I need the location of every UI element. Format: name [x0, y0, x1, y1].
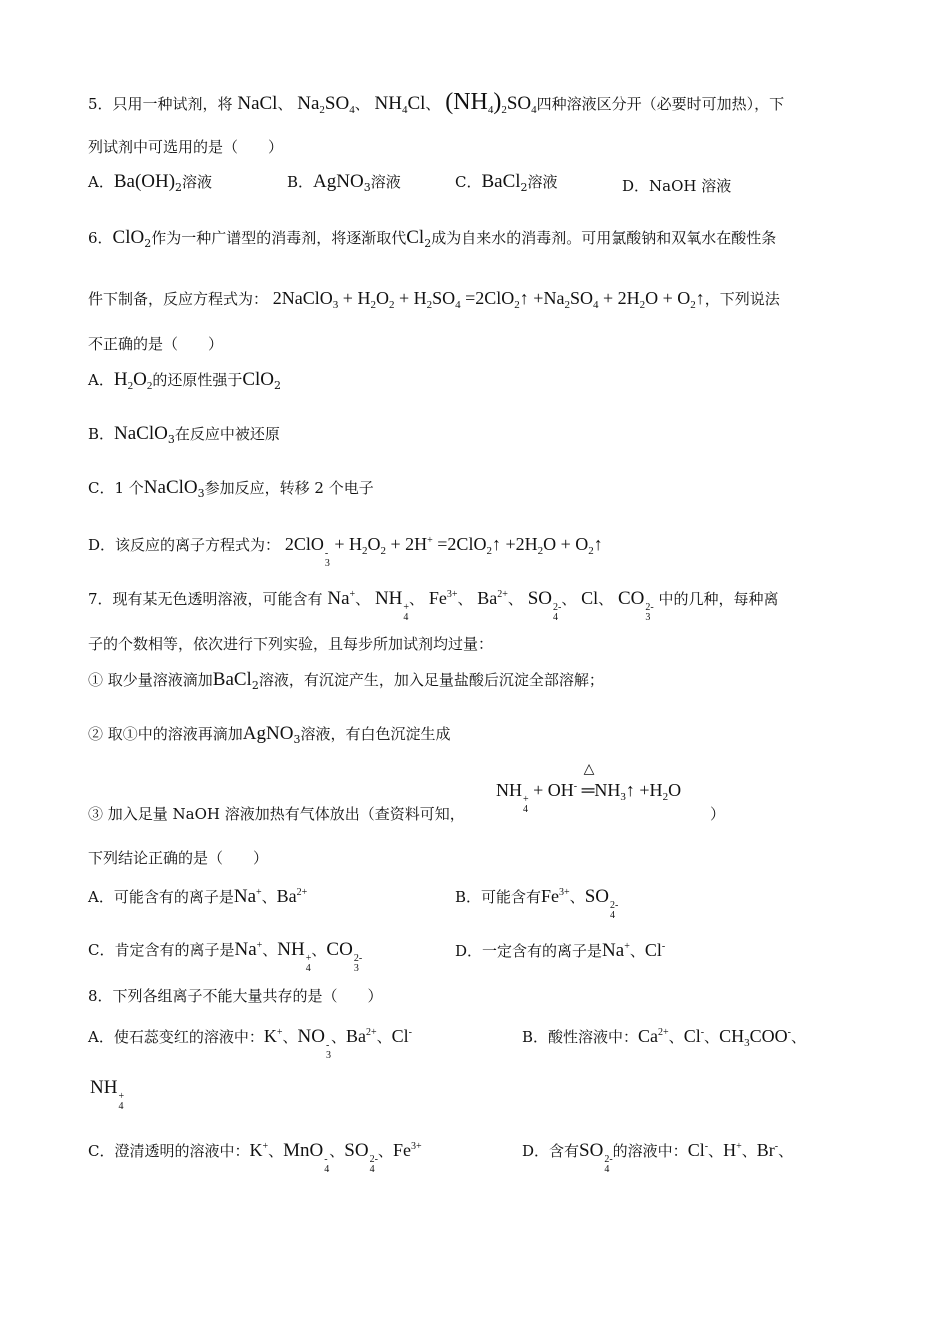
q8-option-b: B．酸性溶液中：$Ca^{2+}$、Cl-、$CH_3COO^-$、	[522, 1026, 806, 1049]
q6-line1: 6．ClO$_2$作为一种广谱型的消毒剂，将逐渐取代$Cl_2$成为自来水的消毒剂。可用氯酸钠和双氧水在酸性条	[88, 227, 777, 250]
q7-line1: 7．现有某无色透明溶液，可能含有 Na+、 NH + 4 、 $Fe^{3+}$、 $Ba^{2+}$、 SO 2- 4 、 Cl、 CO 2- 3 中的几种，每种离	[88, 588, 779, 623]
q7-line2: 子的个数相等，依次进行下列实验，且每步所加试剂均过量：	[88, 635, 494, 653]
q6-option-a: A．$H_2O_2$的还原性强于ClO$_2$	[88, 369, 282, 392]
q7-question: 下列结论正确的是（ ）	[88, 849, 269, 867]
q5-number: 5．	[88, 95, 113, 113]
q7-option-c: C．肯定含有的离子是Na+、NH + 4 、CO 2- 3	[88, 939, 363, 974]
q5-line1: 5．只用一种试剂，将 NaCl、 $Na_2SO_4$、 $NH_4Cl$、 $(NH_4)_2SO_4$四种溶液区分开（必要时可加热），下	[88, 89, 785, 116]
formula-na2so4: $Na_2SO_4$	[297, 93, 355, 116]
formula-nh4cl: $NH_4Cl$	[374, 93, 426, 116]
q5-line2: 列试剂中可选用的是（ ）	[88, 138, 284, 156]
q8-option-c: C．澄清透明的溶液中：K+、MnO - 4 、SO 2- 4 、$Fe^{3+}$	[88, 1140, 422, 1175]
q8-option-d: D．含有SO 2- 4 的溶液中：Cl-、H+、Br-、	[522, 1140, 794, 1175]
q8-option-a: A．使石蕊变红的溶液中：K+、NO - 3 、$Ba^{2+}$、Cl-	[88, 1026, 412, 1061]
q7-option-b: B．可能含有$Fe^{3+}$、SO 2- 4	[455, 886, 619, 921]
q7-option-a: A．可能含有的离子是Na+、$Ba^{2+}$	[88, 886, 308, 907]
q6-option-b: B．NaClO$_3$在反应中被还原	[88, 423, 280, 446]
q7-option-d: D．一定含有的离子是Na+、Cl-	[455, 940, 666, 961]
q6-ionic-equation: 2ClO - 3 + $H_2O_2 + 2H^+$ =2ClO$_2$↑ $+2H_2O$ + $O_2↑$	[284, 534, 603, 569]
q6-line2: 件下制备，反应方程式为： 2NaClO$_3$ + $H_2O_2 + H_2SO_4$ =2ClO$_2$↑ $+Na_2SO_4 + 2H_2O$ + $O_2↑$，下列说法	[88, 288, 780, 311]
q7-step3-equation: NH + 4 + OH- △ $═NH_3↑ +H_2O$	[496, 762, 682, 815]
q5-option-b: B．AgNO$_3$溶液	[287, 171, 401, 194]
q8-number: 8．	[88, 987, 113, 1005]
q6-equation: 2NaClO$_3$ + $H_2O_2 + H_2SO_4$ =2ClO$_2$↑ $+Na_2SO_4 + 2H_2O$ + $O_2↑$	[272, 288, 705, 311]
q6-line3: 不正确的是（ ）	[88, 335, 224, 353]
q7-number: 7．	[88, 590, 113, 608]
q7-step1: ① 取少量溶液滴加BaCl$_2$溶液，有沉淀产生，加入足量盐酸后沉淀全部溶解；	[88, 669, 604, 692]
q5-option-d: D．NaOH 溶液	[622, 177, 732, 195]
q7-step2: ② 取①中的溶液再滴加AgNO$_3$溶液，有白色沉淀生成	[88, 723, 451, 746]
formula-nacl: NaCl	[237, 93, 278, 114]
formula-nh4-2so4: $(NH_4)_2SO_4$	[445, 89, 537, 116]
q8-line1: 8．下列各组离子不能大量共存的是（ ）	[88, 987, 383, 1005]
q5-option-a: A．$Ba(OH)_2$溶液	[88, 171, 213, 194]
q6-option-c: C．1 个NaClO$_3$参加反应，转移 2 个电子	[88, 477, 374, 500]
heat-arrow: △ ═	[581, 762, 595, 800]
q8-option-b-cont: NH + 4	[90, 1077, 125, 1112]
q6-option-d: D．该反应的离子方程式为： 2ClO - 3 + $H_2O_2 + 2H^+$ =2ClO$_2$↑ $+2H_2O$ + $O_2↑$	[88, 534, 603, 569]
q7-step3-close: ）	[710, 805, 726, 823]
q6-number: 6．	[88, 229, 113, 247]
q5-option-c: C．BaCl$_2$溶液	[455, 171, 558, 194]
q7-step3: ③ 加入足量 NaOH 溶液加热有气体放出（查资料可知，	[88, 805, 465, 823]
